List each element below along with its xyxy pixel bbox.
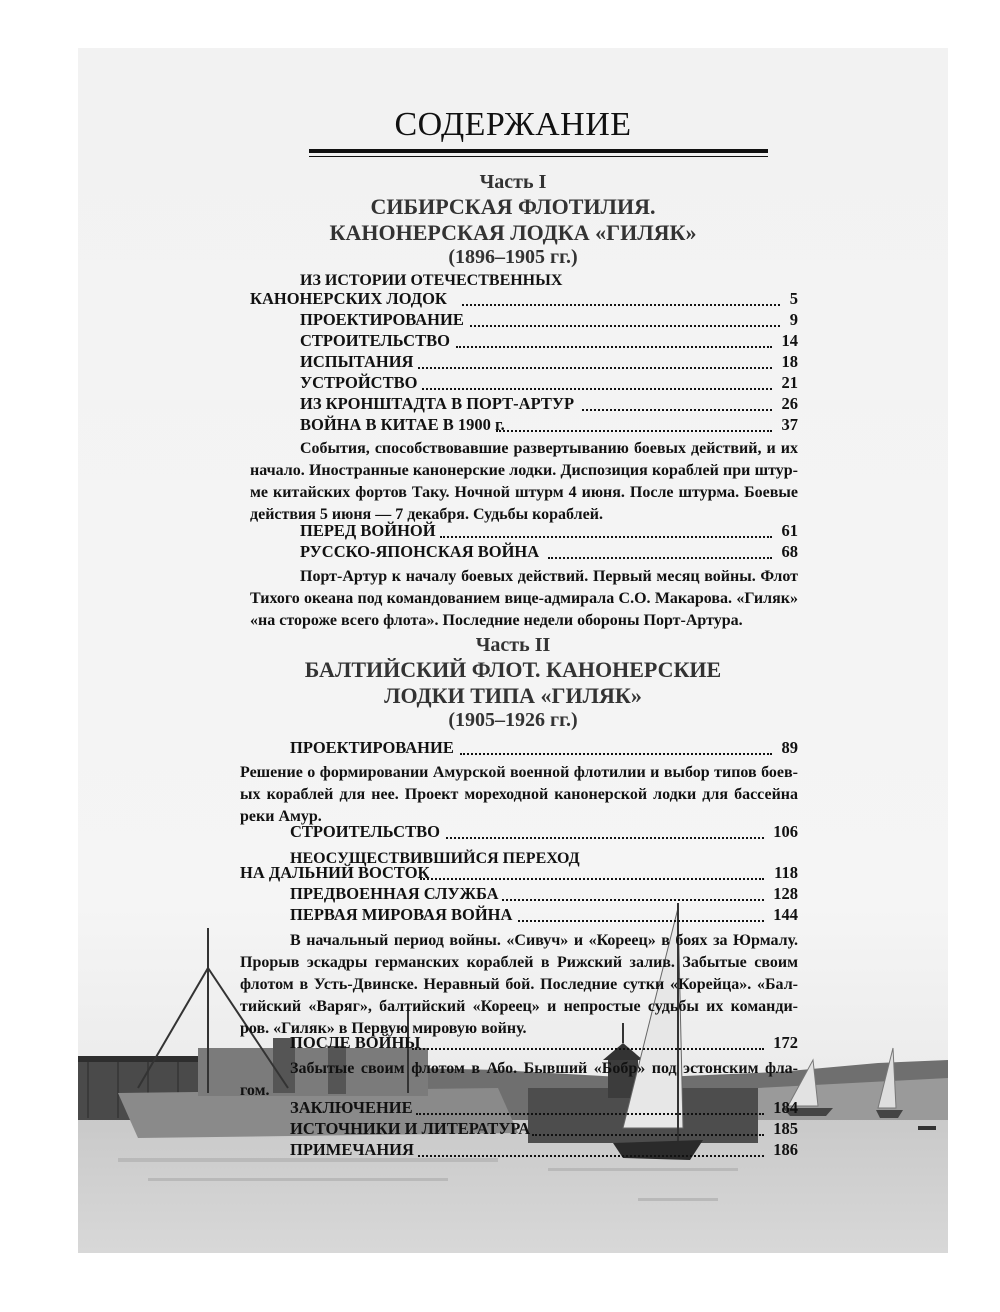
description-line: В начальный период войны. «Сивуч» и «Кореец» в боях за Юрмалу. xyxy=(290,932,798,949)
leader-dots xyxy=(496,430,772,432)
toc-entry-page: 61 xyxy=(781,521,798,540)
toc-entry-label: ЗАКЛЮЧЕНИЕ xyxy=(290,1098,413,1117)
toc-entry-page: 89 xyxy=(781,738,798,757)
description-line: начало. Иностранные канонерские лодки. Диспозиция кораблей при штур- xyxy=(250,462,798,479)
leader-dots xyxy=(412,1048,764,1050)
toc-entry-after-war[interactable] xyxy=(290,1033,798,1055)
part1-label: Часть I xyxy=(479,171,547,193)
toc-entry-label: ПРИМЕЧАНИЯ xyxy=(290,1140,414,1159)
toc-entry-page: 128 xyxy=(773,884,798,903)
toc-entry-label: ИСПЫТАНИЯ xyxy=(300,352,414,371)
toc-entry-label: ВОЙНА В КИТАЕ В 1900 г. xyxy=(300,415,505,434)
part1-heading-line1: СИБИРСКАЯ ФЛОТИЛИЯ. xyxy=(370,194,656,219)
leader-dots xyxy=(446,837,764,839)
leader-dots xyxy=(418,1155,764,1157)
description-line: гом. xyxy=(240,1082,270,1099)
toc-entry-label: УСТРОЙСТВО xyxy=(300,373,418,392)
toc-entry-history-line1: ИЗ ИСТОРИИ ОТЕЧЕСТВЕННЫХ xyxy=(300,272,563,289)
toc-entry-page: 37 xyxy=(781,415,798,434)
description-line: реки Амур. xyxy=(240,808,322,825)
toc-entry-page: 5 xyxy=(789,289,798,308)
toc-entry-label: ПРЕДВОЕННАЯ СЛУЖБА xyxy=(290,884,499,903)
description-line: Решение о формировании Амурской военной флотилии и выбор типов боев- xyxy=(240,764,798,781)
part2-heading-line2: ЛОДКИ ТИПА «ГИЛЯК» xyxy=(384,683,642,708)
leader-dots xyxy=(418,367,772,369)
toc-entry-label: ИЗ КРОНШТАДТА В ПОРТ-АРТУР xyxy=(300,394,575,413)
title-rule-thin xyxy=(309,156,768,157)
part2-heading-line1: БАЛТИЙСКИЙ ФЛОТ. КАНОНЕРСКИЕ xyxy=(304,657,722,682)
toc-entry-page: 68 xyxy=(781,542,798,561)
toc-entry-kronstadt[interactable] xyxy=(300,394,798,416)
toc-entry-page: 118 xyxy=(774,863,798,882)
leader-dots xyxy=(462,304,780,306)
toc-entry-label: КАНОНЕРСКИХ ЛОДОК xyxy=(250,289,447,308)
toc-entry-page: 106 xyxy=(773,822,798,841)
leader-dots xyxy=(470,325,780,327)
toc-entry-page: 18 xyxy=(781,352,798,371)
toc-entry-page: 185 xyxy=(773,1119,798,1138)
toc-entry-label: РУССКО-ЯПОНСКАЯ ВОЙНА xyxy=(300,542,540,561)
toc-entry-ww1[interactable] xyxy=(290,905,798,927)
leader-dots xyxy=(582,409,772,411)
toc-entry-transfer-line1: НЕОСУЩЕСТВИВШИЙСЯ ПЕРЕХОД xyxy=(290,850,580,867)
description-line: ров. «Гиляк» в Первую мировую войну. xyxy=(240,1020,527,1037)
leader-dots xyxy=(416,1113,764,1115)
toc-entry-history[interactable] xyxy=(250,289,798,311)
toc-entry-label: ИСТОЧНИКИ И ЛИТЕРАТУРА xyxy=(290,1119,531,1138)
toc-entry-page: 144 xyxy=(773,905,798,924)
leader-dots xyxy=(532,1134,764,1136)
description-line: Прорыв эскадры германских кораблей в Рижский залив. Забытые своим xyxy=(240,954,798,971)
toc-entry-design[interactable] xyxy=(300,310,798,332)
toc-entry-conclusion[interactable] xyxy=(290,1098,798,1120)
toc-entry-construction-2[interactable] xyxy=(290,822,798,844)
toc-entry-notes[interactable] xyxy=(290,1140,798,1162)
page-title: СОДЕРЖАНИЕ xyxy=(394,106,632,143)
toc-entry-page: 9 xyxy=(789,310,798,329)
part2-years: (1905–1926 гг.) xyxy=(448,709,578,731)
toc-entry-china-war[interactable] xyxy=(300,415,798,437)
leader-dots xyxy=(518,920,764,922)
description-line: ме китайских фортов Таку. Ночной штурм 4 июня. После штурма. Боевые xyxy=(250,484,798,501)
description-line: действия 5 июня — 7 декабря. Судьбы кораблей. xyxy=(250,506,603,523)
toc-entry-page: 184 xyxy=(773,1098,798,1117)
toc-entry-trials[interactable] xyxy=(300,352,798,374)
part2-label: Часть II xyxy=(475,634,551,656)
leader-dots xyxy=(502,899,764,901)
description-line: «на стороже всего флота». Последние недели обороны Порт-Артура. xyxy=(250,612,743,629)
description-line: Порт-Артур к началу боевых действий. Первый месяц войны. Флот xyxy=(300,568,798,585)
part1-years: (1896–1905 гг.) xyxy=(448,246,578,268)
part1-heading-line2: КАНОНЕРСКАЯ ЛОДКА «ГИЛЯК» xyxy=(329,220,697,245)
description-line: Забытые своим флотом в Або. Бывший «Бобр» под эстонским фла- xyxy=(290,1060,798,1077)
page xyxy=(78,48,948,1253)
leader-dots xyxy=(460,753,772,755)
leader-dots xyxy=(440,536,772,538)
toc-entry-structure[interactable] xyxy=(300,373,798,395)
toc-entry-label: СТРОИТЕЛЬСТВО xyxy=(300,331,450,350)
toc-entry-before-war[interactable] xyxy=(300,521,798,543)
toc-entry-sources[interactable] xyxy=(290,1119,798,1141)
title-rule xyxy=(309,149,768,153)
description-line: ых кораблей для нее. Проект мореходной канонерской лодки для бассейна xyxy=(240,786,798,803)
toc-entry-page: 186 xyxy=(773,1140,798,1159)
toc-entry-page: 14 xyxy=(781,331,798,350)
toc-entry-page: 26 xyxy=(781,394,798,413)
toc-entry-label: ПЕРЕД ВОЙНОЙ xyxy=(300,521,436,540)
leader-dots xyxy=(422,388,772,390)
toc-entry-construction[interactable] xyxy=(300,331,798,353)
toc-entry-label: ПРОЕКТИРОВАНИЕ xyxy=(290,738,454,757)
toc-entry-transfer[interactable] xyxy=(240,863,798,885)
leader-dots xyxy=(548,557,772,559)
toc-entry-label: ПОСЛЕ ВОЙНЫ xyxy=(290,1033,421,1052)
description-line: флотом в Усть-Двинске. Неравный бой. Последние сутки «Корейца». «Бал- xyxy=(240,976,798,993)
description-line: Тихого океана под командованием вице-адмирала С.О. Макарова. «Гиляк» xyxy=(250,590,798,607)
toc-entry-label: ПЕРВАЯ МИРОВАЯ ВОЙНА xyxy=(290,905,513,924)
toc-entry-label: СТРОИТЕЛЬСТВО xyxy=(290,822,440,841)
description-line: События, способствовавшие развертыванию боевых действий, и их xyxy=(300,440,798,457)
toc-entry-page: 21 xyxy=(781,373,798,392)
toc-entry-label: ПРОЕКТИРОВАНИЕ xyxy=(300,310,464,329)
toc-entry-label: НА ДАЛЬНИЙ ВОСТОК xyxy=(240,863,430,882)
toc-entry-prewar[interactable] xyxy=(290,884,798,906)
leader-dots xyxy=(420,878,764,880)
toc-entry-page: 172 xyxy=(773,1033,798,1052)
leader-dots xyxy=(456,346,772,348)
description-line: тийский «Варяг», балтийский «Кореец» и непростые судьбы их команди- xyxy=(240,998,798,1015)
toc-entry-design-2[interactable] xyxy=(290,738,798,760)
toc-entry-russo-japanese[interactable] xyxy=(300,542,798,564)
